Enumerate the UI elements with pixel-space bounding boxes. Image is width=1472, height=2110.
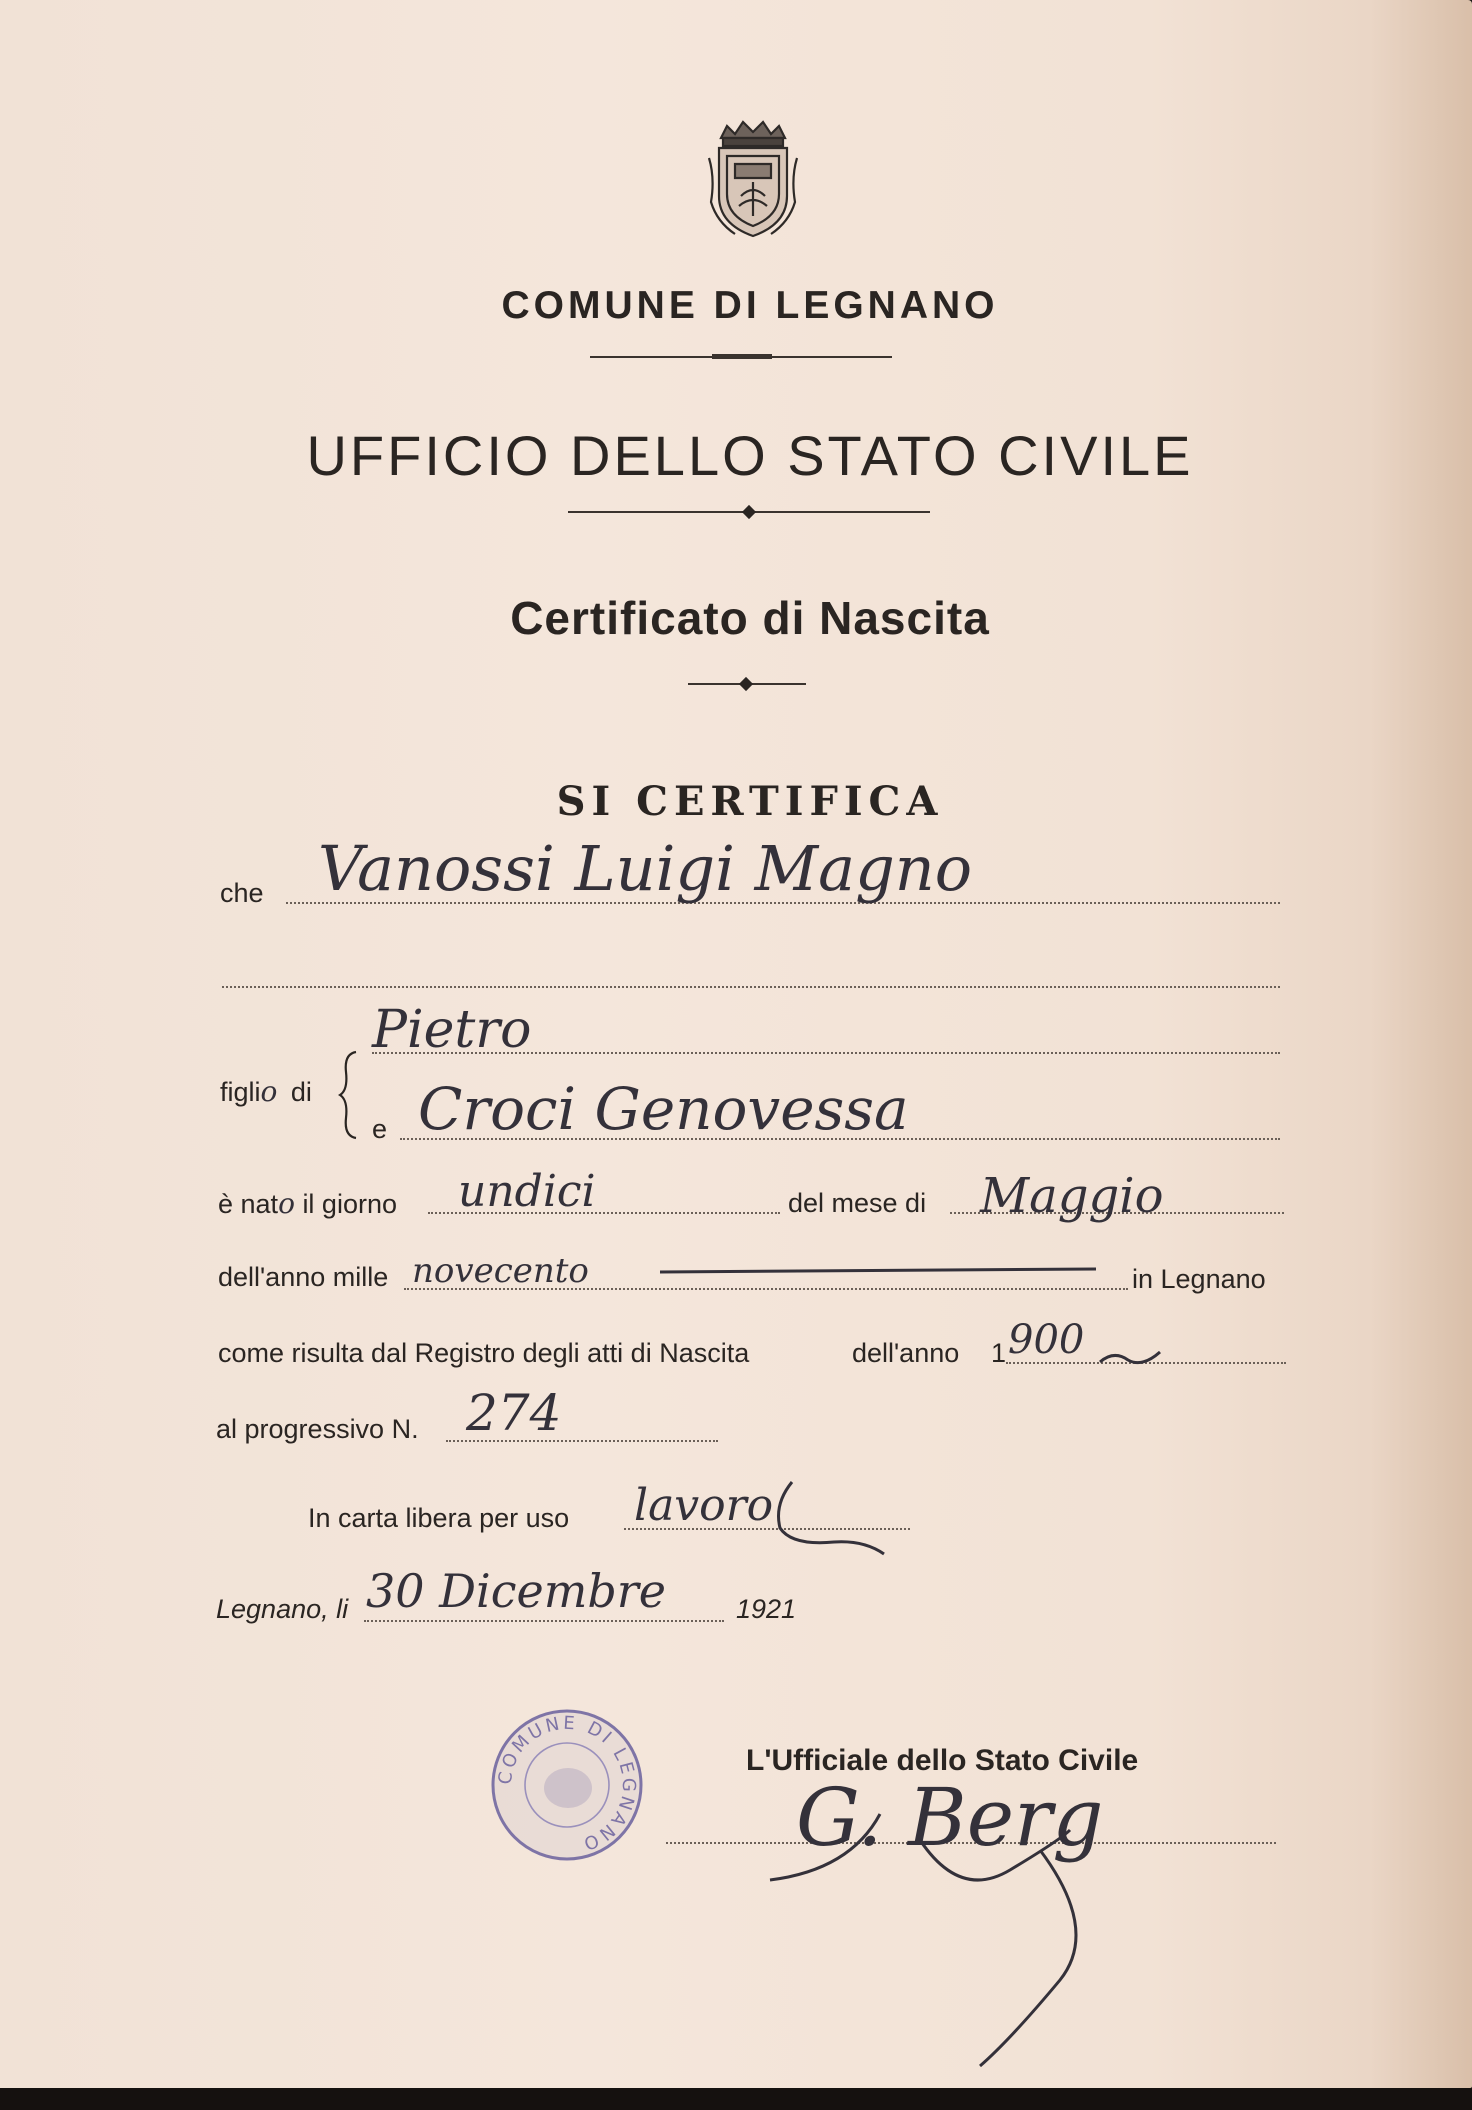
nato-label (218, 1187, 397, 1220)
che-dotted-line-2 (222, 986, 1280, 988)
anno-value: novecento (412, 1251, 589, 1291)
di-label: di (290, 1077, 312, 1107)
carta-value: lavoro (634, 1480, 774, 1531)
si-certifica-heading: SI CERTIFICA (556, 778, 944, 825)
flourish-stroke-icon (752, 1478, 888, 1558)
che-value: Vanossi Luigi Magno (318, 832, 973, 905)
official-stamp-seal (488, 1706, 646, 1864)
mese-value: Maggio (980, 1168, 1164, 1224)
data-dotted-line (364, 1620, 724, 1622)
figlio-suffix: o (260, 1075, 278, 1108)
anno-label: dell'anno mille (218, 1262, 389, 1292)
padre-value: Pietro (372, 1000, 532, 1060)
nato-label-b: il giorno (302, 1189, 397, 1219)
ufficiale-label: L'Ufficiale dello Stato Civile (746, 1744, 1139, 1777)
coat-of-arms-icon (705, 118, 801, 242)
ufficio-title: UFFICIO DELLO STATO CIVILE (306, 424, 1194, 487)
progressivo-label: al progressivo N. (216, 1414, 419, 1444)
signature-flourish-icon (760, 1810, 1120, 2070)
tilde-stroke-icon (1098, 1348, 1162, 1368)
title-diamond (739, 677, 753, 691)
registro-anno-label: dell'anno (852, 1338, 960, 1368)
madre-value: Croci Genovessa (418, 1075, 909, 1143)
ufficio-diamond (742, 505, 756, 519)
figlio-label (220, 1075, 312, 1108)
comune-title: COMUNE DI LEGNANO (501, 284, 999, 327)
data-anno: 1921 (736, 1594, 797, 1624)
document-title: Certificato di Nascita (510, 592, 990, 644)
nato-suffix: o (278, 1187, 295, 1220)
brace-icon (338, 1050, 360, 1140)
scan-bottom-edge (0, 2088, 1472, 2110)
carta-label: In carta libera per uso (308, 1503, 570, 1533)
nato-label-a: è nat (218, 1189, 279, 1219)
che-label: che (220, 878, 264, 908)
e-label: e (372, 1114, 388, 1144)
data-value: 30 Dicembre (366, 1564, 667, 1618)
progressivo-value: 274 (466, 1384, 562, 1442)
registro-label: come risulta dal Registro degli atti di Nascita (218, 1338, 750, 1368)
luogo-data-label: Legnano, li (216, 1594, 349, 1624)
giorno-value: undici (458, 1166, 596, 1217)
comune-rule-accent (712, 354, 772, 359)
anno-strike-line (660, 1267, 1096, 1273)
stamp-text: COMUNE DI LEGNANO (494, 1712, 640, 1856)
registro-anno-value: 900 (1008, 1317, 1085, 1363)
figlio-label-text: figli (220, 1077, 261, 1107)
registro-anno-prefix: 1 (991, 1338, 1007, 1368)
luogo-label: in Legnano (1132, 1264, 1266, 1294)
mese-label: del mese di (788, 1188, 927, 1218)
official-signature: G. Berg (796, 1771, 1104, 1864)
